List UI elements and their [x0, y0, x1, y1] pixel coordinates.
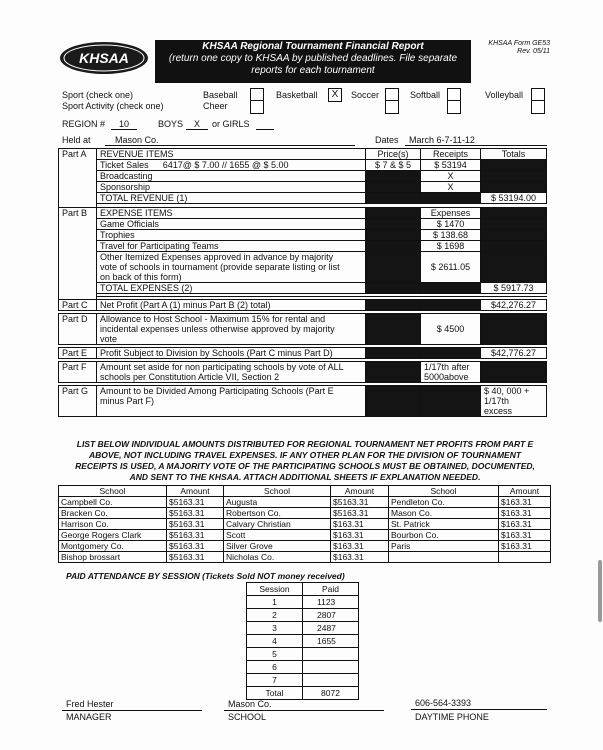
title-banner	[155, 40, 471, 83]
amount-cell[interactable]: $163.31	[331, 552, 389, 563]
part-c-row	[59, 300, 547, 311]
school-cell[interactable]: Montgomery Co.	[59, 541, 167, 552]
form-revision: Rev. 05/11	[517, 48, 550, 55]
scrollbar-thumb[interactable]	[598, 560, 602, 622]
school-cell[interactable]: Harrison Co.	[59, 519, 167, 530]
expenses-header: Expenses	[421, 208, 481, 219]
part-b-header-row	[59, 208, 547, 219]
school-cell[interactable]: Paris	[389, 541, 499, 552]
paid-header: Paid	[303, 583, 359, 596]
paid-value[interactable]: 2487	[303, 622, 359, 635]
distribution-row	[59, 552, 551, 563]
school-cell[interactable]: Nicholas Co.	[224, 552, 331, 563]
distribution-notice	[62, 439, 548, 483]
ticket-sales-label: Ticket Sales	[100, 160, 149, 170]
trophies-row	[59, 230, 547, 241]
notice-line-2: ABOVE, NOT INCLUDING TRAVEL EXPENSES. IF ANY OTHER PLAN FOR THE DIVISION OF TOURNAMENT	[88, 450, 522, 460]
amount-cell[interactable]: $163.31	[499, 519, 551, 530]
boys-mark[interactable]: X	[193, 119, 200, 129]
form-number	[478, 40, 550, 56]
other-expenses-line-3: on back of this form)	[100, 272, 182, 282]
amount-cell[interactable]: $163.31	[331, 541, 389, 552]
part-c-value[interactable]: $42,276.27	[481, 300, 547, 311]
other-expenses-line-1: Other Itemized Expenses approved in advance by majority	[100, 252, 334, 262]
sport-activity-label: Sport Activity (check one)	[62, 101, 164, 111]
girls-label: or GIRLS	[212, 119, 250, 129]
report-subtitle-2: reports for each tournament	[251, 65, 375, 76]
region-label: REGION #	[62, 119, 106, 129]
trophies-label: Trophies	[97, 230, 366, 241]
school-cell[interactable]: Robertson Co.	[224, 508, 331, 519]
total-expenses-label: TOTAL EXPENSES (2)	[97, 283, 366, 294]
broadcasting-row	[59, 171, 547, 182]
part-d-line-1: Allowance to Host School - Maximum 15% for rental and	[100, 314, 326, 324]
part-f-label: Part F	[59, 362, 97, 383]
amount-cell[interactable]: $5163.31	[167, 519, 224, 530]
amount-cell[interactable]: $5163.31	[167, 552, 224, 563]
soccer-checkbox-2[interactable]	[385, 100, 399, 114]
amount-cell[interactable]: $163.31	[331, 530, 389, 541]
part-f-value-line-1: 1/17th after	[424, 362, 470, 372]
financial-table	[58, 148, 547, 417]
attendance-title: PAID ATTENDANCE BY SESSION (Tickets Sold NOT money received)	[66, 571, 345, 581]
distribution-row	[59, 519, 551, 530]
amount-cell[interactable]: $5163.31	[331, 508, 389, 519]
amount-cell[interactable]: $5163.31	[167, 541, 224, 552]
distribution-row	[59, 541, 551, 552]
distribution-row	[59, 497, 551, 508]
amount-cell[interactable]: $163.31	[499, 497, 551, 508]
paid-value[interactable]	[303, 648, 359, 661]
school-cell[interactable]: Augusta	[224, 497, 331, 508]
other-expenses-value[interactable]: $ 2611.05	[421, 252, 481, 283]
session-number: 7	[247, 674, 303, 687]
travel-label: Travel for Participating Teams	[97, 241, 366, 252]
attendance-row	[247, 648, 359, 661]
attendance-row	[247, 674, 359, 687]
held-at-label: Held at	[62, 135, 91, 145]
part-e-label: Part E	[59, 348, 97, 359]
officials-value[interactable]: $ 1470	[421, 219, 481, 230]
attendance-total-label: Total	[247, 687, 303, 700]
travel-value[interactable]: $ 1698	[421, 241, 481, 252]
trophies-value[interactable]: $ 138.68	[421, 230, 481, 241]
distribution-header-2: School	[224, 486, 331, 497]
part-d-row	[59, 314, 547, 345]
total-revenue-label: TOTAL REVENUE (1)	[97, 193, 366, 204]
attendance-total-row	[247, 687, 359, 700]
sport-label: Sport (check one)	[62, 90, 134, 100]
form-id: KHSAA Form GE53	[488, 40, 550, 47]
logo-text: KHSAA	[79, 50, 129, 66]
held-at-value[interactable]: Mason Co.	[115, 135, 159, 145]
part-a-header-row	[59, 149, 547, 160]
session-number: 4	[247, 635, 303, 648]
paid-value[interactable]	[303, 661, 359, 674]
distribution-header-1: Amount	[167, 486, 224, 497]
attendance-table	[246, 582, 359, 700]
distribution-row	[59, 508, 551, 519]
ticket-sales-detail[interactable]: 6417@ $ 7.00 // 1655 @ $ 5.00	[162, 160, 289, 170]
basketball-checkbox[interactable]: X	[328, 88, 342, 102]
school-cell[interactable]	[389, 552, 499, 563]
part-g-label: Part G	[59, 386, 97, 417]
sponsorship-row	[59, 182, 547, 193]
part-d-value[interactable]: $ 4500	[421, 314, 481, 345]
session-number: 1	[247, 596, 303, 609]
part-f-line-1: Amount set aside for non participating schools by vote of ALL	[100, 362, 344, 372]
softball-checkbox-2[interactable]	[447, 100, 461, 114]
notice-line-4: AND SENT TO THE KHSAA. ATTACH ADDITIONAL SHEETS IF EXPLANATION NEEDED.	[129, 472, 481, 482]
price-header: Price(s)	[366, 149, 421, 160]
part-f-line-2: schools per Constitution Article VII, Section 2	[100, 372, 280, 382]
part-e-value[interactable]: $42,776.27	[481, 348, 547, 359]
boys-label: BOYS	[158, 119, 184, 129]
school-cell[interactable]: George Rogers Clark	[59, 530, 167, 541]
part-e-row	[59, 348, 547, 359]
part-a-label: Part A	[59, 149, 97, 208]
dates-value[interactable]: March 6-7-11-12	[409, 135, 475, 145]
ticket-sales-cell	[97, 160, 366, 171]
distribution-row	[59, 530, 551, 541]
amount-cell[interactable]: $163.31	[499, 541, 551, 552]
session-header: Session	[247, 583, 303, 596]
sponsorship-label: Sponsorship	[97, 182, 366, 193]
school-cell[interactable]: Campbell Co.	[59, 497, 167, 508]
part-g-row	[59, 386, 547, 417]
notice-line-1: LIST BELOW INDIVIDUAL AMOUNTS DISTRIBUTED FOR REGIONAL TOURNAMENT NET PROFITS FROM PART E	[76, 439, 534, 449]
school-cell[interactable]: Silver Grove	[224, 541, 331, 552]
manager-name[interactable]: Fred Hester	[66, 699, 114, 709]
paid-value[interactable]	[303, 674, 359, 687]
total-revenue-row	[59, 193, 547, 204]
part-f-value-line-2: 5000above	[424, 372, 469, 382]
dates-label: Dates	[375, 135, 399, 145]
baseball-label: Baseball	[203, 90, 238, 100]
basketball-label: Basketball	[276, 90, 318, 100]
volleyball-label: Volleyball	[485, 90, 524, 100]
total-expenses-row	[59, 283, 547, 294]
paid-value[interactable]: 1123	[303, 596, 359, 609]
sponsorship-mark[interactable]: X	[421, 182, 481, 193]
part-f-row	[59, 362, 547, 383]
attendance-header-row	[247, 583, 359, 596]
school-name[interactable]: Mason Co.	[228, 699, 272, 709]
officials-row	[59, 219, 547, 230]
school-cell[interactable]: Bishop brossart	[59, 552, 167, 563]
distribution-table	[58, 485, 551, 563]
amount-cell[interactable]: $163.31	[499, 508, 551, 519]
officials-label: Game Officials	[97, 219, 366, 230]
softball-label: Softball	[410, 90, 441, 100]
distribution-header-row	[59, 486, 551, 497]
amount-cell[interactable]: $5163.31	[167, 530, 224, 541]
region-value[interactable]: 10	[118, 119, 129, 129]
other-expenses-row	[59, 252, 547, 283]
part-g-value[interactable]	[481, 386, 547, 417]
part-g-line-1: Amount to be Divided Among Participating Schools (Part E	[100, 386, 334, 396]
distribution-header-5: Amount	[499, 486, 551, 497]
report-title: KHSAA Regional Tournament Financial Report	[202, 41, 424, 52]
school-cell[interactable]: Mason Co.	[389, 508, 499, 519]
khsaa-logo	[58, 40, 150, 76]
ticket-sales-row	[59, 160, 547, 171]
volleyball-checkbox-2[interactable]	[531, 100, 545, 114]
attendance-row	[247, 661, 359, 674]
part-g-value-line-1: $ 40, 000 +	[484, 386, 530, 396]
part-d-label: Part D	[59, 314, 97, 345]
school-cell[interactable]: Bourbon Co.	[389, 530, 499, 541]
amount-cell[interactable]: $5163.31	[167, 508, 224, 519]
attendance-total-value[interactable]: 8072	[303, 687, 359, 700]
part-f-text	[97, 362, 366, 383]
phone-number[interactable]: 606-564-3393	[415, 698, 472, 708]
session-number: 3	[247, 622, 303, 635]
broadcasting-mark[interactable]: X	[421, 171, 481, 182]
session-number: 2	[247, 609, 303, 622]
school-cell[interactable]: Calvary Christian	[224, 519, 331, 530]
ticket-receipts[interactable]: $ 53194	[421, 160, 481, 171]
school-cell[interactable]: Pendleton Co.	[389, 497, 499, 508]
part-c-text: Net Profit (Part A (1) minus Part B (2) total)	[97, 300, 366, 311]
part-g-value-line-3: excess	[484, 406, 513, 416]
total-revenue-value[interactable]: $ 53194.00	[481, 193, 547, 204]
attendance-row	[247, 609, 359, 622]
attendance-row	[247, 635, 359, 648]
expense-items-header: EXPENSE ITEMS	[97, 208, 366, 219]
notice-line-3: RECEIPTS IS USED, A MAJORITY VOTE OF THE PARTICIPATING SCHOOLS MUST BE OBTAINED, DOCUMENTED,	[75, 461, 535, 471]
amount-cell[interactable]: $163.31	[331, 519, 389, 530]
part-g-text	[97, 386, 366, 417]
broadcasting-label: Broadcasting	[97, 171, 366, 182]
receipts-header: Receipts	[421, 149, 481, 160]
other-expenses-label	[97, 252, 366, 283]
manager-label: MANAGER	[66, 712, 112, 722]
attendance-row	[247, 596, 359, 609]
part-b-label: Part B	[59, 208, 97, 300]
soccer-label: Soccer	[351, 90, 380, 100]
part-f-value[interactable]	[421, 362, 481, 383]
other-expenses-line-2: vote of schools in tournament (provide separate listing or list	[100, 262, 340, 272]
part-g-value-line-2: 1/17th	[484, 396, 510, 406]
amount-cell[interactable]: $163.31	[499, 530, 551, 541]
session-number: 6	[247, 661, 303, 674]
paid-value[interactable]: 1655	[303, 635, 359, 648]
school-cell[interactable]: Scott	[224, 530, 331, 541]
part-g-line-2: minus Part F)	[100, 396, 155, 406]
session-number: 5	[247, 648, 303, 661]
paid-value[interactable]: 2807	[303, 609, 359, 622]
ticket-price[interactable]: $ 7 & $ 5	[366, 160, 421, 171]
phone-label: DAYTIME PHONE	[415, 712, 489, 722]
distribution-header-3: Amount	[331, 486, 389, 497]
school-cell[interactable]: St. Patrick	[389, 519, 499, 530]
distribution-header-0: School	[59, 486, 167, 497]
travel-row	[59, 241, 547, 252]
cheer-label: Cheer	[203, 101, 228, 111]
part-c-label: Part C	[59, 300, 97, 311]
part-d-line-3: vote	[100, 334, 118, 344]
distribution-header-4: School	[389, 486, 499, 497]
totals-header: Totals	[481, 149, 547, 160]
part-e-text: Profit Subject to Division by Schools (Part C minus Part D)	[97, 348, 366, 359]
report-subtitle-1: (return one copy to KHSAA by published deadlines. File separate	[168, 53, 458, 64]
revenue-items-header: REVENUE ITEMS	[97, 149, 366, 160]
attendance-row	[247, 622, 359, 635]
school-label: SCHOOL	[228, 712, 267, 722]
total-expenses-value[interactable]: $ 5917.73	[481, 283, 547, 294]
part-d-line-2: incidental expenses unless otherwise approved by majority	[100, 324, 335, 334]
school-cell[interactable]: Bracken Co.	[59, 508, 167, 519]
cheer-checkbox[interactable]	[250, 100, 264, 114]
part-d-text	[97, 314, 366, 345]
amount-cell[interactable]	[499, 552, 551, 563]
amount-cell[interactable]: $5163.31	[167, 497, 224, 508]
amount-cell[interactable]: $5163.31	[331, 497, 389, 508]
